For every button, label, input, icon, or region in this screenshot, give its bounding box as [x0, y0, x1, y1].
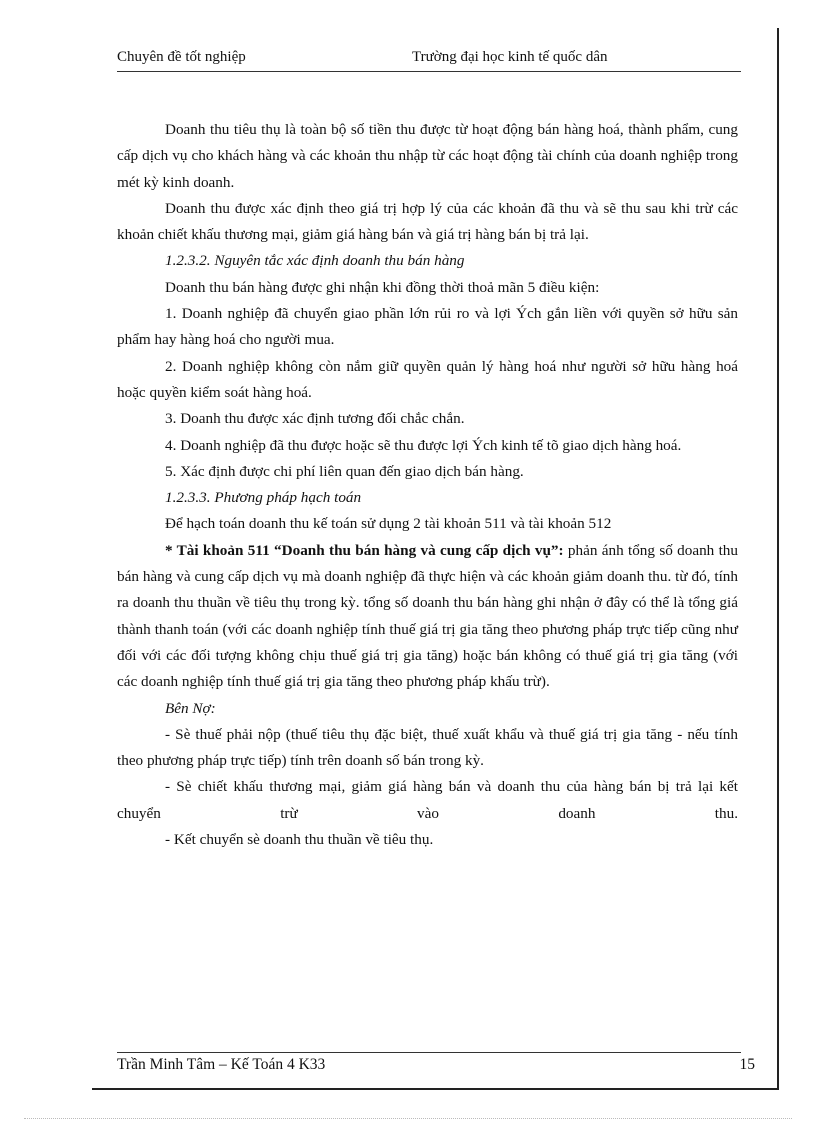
page-number: 15 — [739, 1056, 755, 1073]
footer-divider — [117, 1052, 741, 1053]
document-body — [117, 117, 738, 853]
condition-item-3: 3. Doanh thu được xác định tương đối chắc chắn. — [165, 410, 465, 428]
condition-item-2: 2. Doanh nghiệp không còn nắm giữ quyền quản lý hàng hoá như người sở hữu hàng hoá hoặc quyền kiểm soát hàng hoá. — [117, 357, 738, 401]
paragraph-revenue-definition: Doanh thu tiêu thụ là toàn bộ số tiền thu được từ hoạt động bán hàng hoá, thành phẩm, cung cấp dịch vụ cho khách hàng và các khoản thu nhập từ các hoạt động tài chính của doanh nghiệp trong mét kỳ kinh doanh. — [117, 121, 738, 191]
condition-item-5: 5. Xác định được chi phí liên quan đến giao dịch bán hàng. — [165, 462, 524, 480]
page-bottom-edge — [24, 1118, 792, 1119]
page-header — [117, 49, 741, 72]
paragraph-conditions-intro: Doanh thu bán hàng được ghi nhận khi đồng thời thoả mãn 5 điều kiện: — [165, 278, 600, 296]
debit-item-discounts: - Sè chiết khấu thương mại, giảm giá hàng bán và doanh thu của hàng bán bị trả lại kết chuyển trừ vào doanh thu. — [117, 778, 738, 822]
debit-side-heading: Bên Nợ: — [165, 699, 216, 717]
debit-item-net-revenue: - Kết chuyển sè doanh thu thuần về tiêu thụ. — [165, 831, 434, 849]
debit-item-taxes: - Sè thuế phải nộp (thuế tiêu thụ đặc biệt, thuế xuất khẩu và thuế giá trị gia tăng - nếu tính theo phương pháp trực tiếp) tính trên doanh số bán trong kỳ. — [117, 725, 738, 770]
paragraph-account-511 — [117, 538, 738, 696]
account-511-description: phản ánh tổng số doanh thu bán hàng và cung cấp dịch vụ mà doanh nghiệp đã thực hiện và các khoản giảm doanh thu. từ đó, tính ra doanh thu thuần về tiêu thụ trong kỳ. tổng số doanh thu bán hàng ghi nhận ở đây có thể là tổng giá thành thanh toán (với các doanh nghiệp tính thuế giá trị gia tăng theo phương pháp trực tiếp cũng như đối với các đối tượng không chịu thuế giá trị gia tăng) hoặc bán không có thuế giá trị gia tăng (với các doanh nghiệp tính thuế giá trị gia tăng theo phương pháp khấu trừ). — [117, 541, 738, 691]
paragraph-accounts-intro: Để hạch toán doanh thu kế toán sử dụng 2 tài khoản 511 và tài khoản 512 — [165, 515, 612, 533]
header-right-title: Trường đại học kinh tế quốc dân — [412, 49, 608, 65]
footer-author: Trần Minh Tâm – Kế Toán 4 K33 — [117, 1056, 326, 1073]
section-heading-method: 1.2.3.3. Phương pháp hạch toán — [165, 489, 362, 507]
header-left-title: Chuyên đề tốt nghiệp — [117, 49, 246, 65]
section-heading-principles: 1.2.3.2. Nguyên tắc xác định doanh thu bán hàng — [165, 252, 465, 270]
account-511-title: * Tài khoản 511 “Doanh thu bán hàng và cung cấp dịch vụ”: — [165, 541, 564, 559]
condition-item-1: 1. Doanh nghiệp đã chuyển giao phần lớn rủi ro và lợi Ých gắn liền với quyền sở hữu sản phẩm hay hàng hoá cho người mua. — [117, 305, 738, 349]
paragraph-revenue-measurement: Doanh thu được xác định theo giá trị hợp lý của các khoản đã thu và sẽ thu sau khi trừ các khoản chiết khấu thương mại, giảm giá hàng bán và giá trị hàng bán bị trả lại. — [117, 199, 738, 244]
condition-item-4: 4. Doanh nghiệp đã thu được hoặc sẽ thu được lợi Ých kinh tế tõ giao dịch hàng hoá. — [165, 436, 682, 454]
